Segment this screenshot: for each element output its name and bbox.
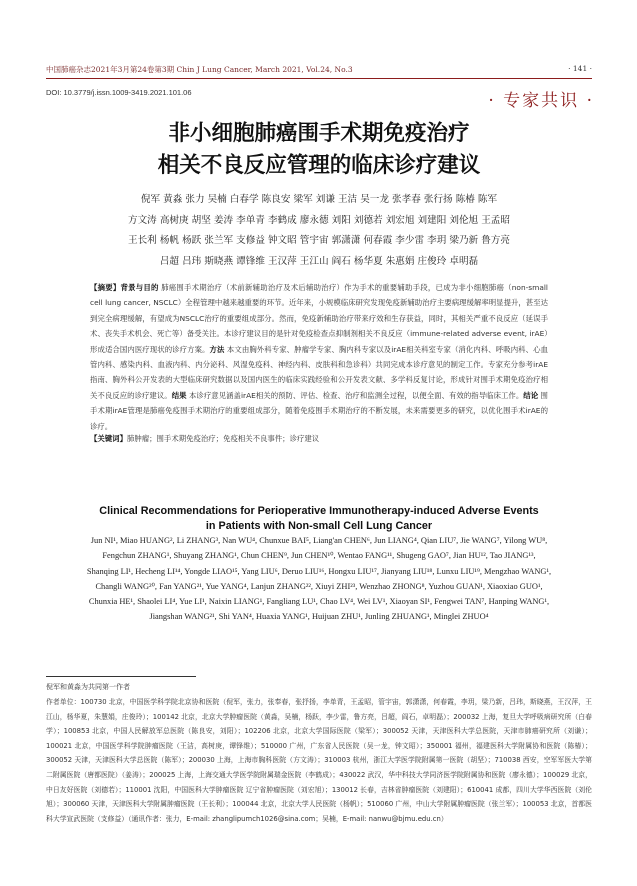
results-text: 本诊疗意见涵盖irAE相关的预防、评估、检查、治疗和监测全过程，以便全面、有效的指导临床工作。	[188, 390, 524, 400]
footnote-rule	[46, 676, 196, 677]
column-label: · 专家共识 ·	[488, 91, 594, 111]
results-label: 结果	[171, 390, 187, 400]
chinese-author-line: 吕超 吕玮 斯晓燕 谭锋维 王汉萍 王江山 阎石 杨华夏 朱惠娟 庄俊玲 卓明磊	[159, 255, 479, 267]
chinese-author-list	[56, 190, 582, 272]
background-text: 肺癌围手术期治疗（术前新辅助治疗及术后辅助治疗）作为手术的重要辅助手段，已成为非小细胞肺癌（non-small cell lung cancer, NSCLC）全程管理中越来越重要的环节。近年来，小规模临床研究发现免疫新辅助治疗主要病理缓解率明显提升，甚至达到完全病理缓解，有望成为NSCLC治疗的重要组成部分。然而，免疫新辅助治疗带来疗效和生存获益，同时，其相关严重不良反应（延误手术、丧失手术机会、死亡等）备受关注。本诊疗建议目的是针对免疫检查点抑制剂相关不良反应（immune-related adverse event, irAE）形成适合国内医疗现状的诊疗方案。	[90, 283, 548, 354]
english-title-line-1: Clinical Recommendations for Perioperative Immunotherapy-induced Adverse Events	[99, 505, 539, 517]
chinese-title-line-1: 非小细胞肺癌围手术期免疫治疗	[168, 121, 470, 146]
conclusion-text: 围手术期irAE管理是肺癌免疫围手术期治疗的重要组成部分，随着免疫围手术期治疗的不断发展，未来需要更多的研究，以优化围手术irAE的诊疗。	[90, 390, 548, 431]
chinese-author-line: 方文涛 高树庚 胡坚 姜涛 李单青 李鹤成 廖永德 刘阳 刘德若 刘宏旭 刘建阳 刘伦旭 王孟昭	[128, 214, 510, 226]
page-number: · 141 ·	[568, 64, 592, 73]
running-head	[46, 64, 592, 75]
methods-label: 方法	[209, 344, 225, 354]
chinese-author-line: 王长利 杨帆 杨跃 张兰军 支修益 钟文昭 管宇宙 郭潇潇 何春霞 李少雷 李玥 梁乃新 鲁方亮	[128, 235, 510, 246]
chinese-title	[46, 118, 592, 182]
keywords-label: 【关键词】	[90, 434, 127, 443]
background-label: 背景与目的	[120, 283, 159, 292]
abstract-label: 【摘要】	[90, 283, 121, 292]
chinese-author-line: 倪军 黄淼 张力 吴楠 白春学 陈良安 梁军 刘谦 王洁 吴一龙 张孝春 张行扬 陈椿 陈军	[140, 194, 498, 205]
chinese-abstract	[90, 280, 548, 434]
author-affiliations: 作者单位：100730 北京，中国医学科学院北京协和医院（倪军，张力，张奉春，张抒扬，李单青，王孟昭，管宇宙，郭潇潇，何春霞，李玥，梁乃新，吕玮，斯晓燕，王汉萍，王江山，杨华夏，朱慧娟，庄俊玲）；100142 北京，北京大学肿瘤医院（黄淼，吴楠，杨跃，李少雷，鲁方亮，吕超，阎石，卓明磊）；200032 上海，复旦大学呼吸病研究所（白春学）；100853 北京，中国人民解放军总医院（陈良安，刘阳）；102206 北京，北京大学国际医院（梁军）；300052 天津，天津医科大学总医院，天津市肺癌研究所（刘谦）；100021 北京，中国医学科学院肿瘤医院（王洁，高树庚，谭锋维）；510000 广州，广东省人民医院（吴一龙，钟文昭）；350001 福州，福建医科大学附属协和医院（陈椿）；300052 天津，天津医科大学总医院（陈军）；200030 上海，上海市胸科医院（方文涛）；310003 杭州，浙江大学医学院附属第一医院（胡坚）；710038 西安，空军军医大学第二附属医院（唐都医院）（姜涛）；200025 上海，上海交通大学医学院附属瑞金医院（李鹤成）；430022 武汉，华中科技大学同济医学院附属协和医院（廖永德）；100029 北京，中日友好医院（刘德若）；110001 沈阳，中国医科大学肿瘤医院 辽宁省肿瘤医院（刘宏旭）；130012 长春，吉林省肿瘤医院（刘建阳）；610041 成都，四川大学华西医院（刘伦旭）；300060 天津，天津医科大学附属肿瘤医院（王长利）；100044 北京，北京大学人民医院（杨帆）；510060 广州，中山大学附属肿瘤医院（张兰军）；100053 北京，首都医科大学宣武医院（支修益）（通讯作者：张力，E-mail: zhanglipumch1026@sina.com；吴楠，E-mail: nanwu@bjmu.edu.cn）	[46, 698, 592, 823]
english-title-line-2: in Patients with Non-small Cell Lung Cancer	[205, 519, 433, 532]
journal-citation: 中国肺癌杂志2021年3月第24卷第3期 Chin J Lung Cancer, March 2021, Vol.24, No.3	[46, 65, 353, 74]
equal-contribution-note: 倪军和黄淼为共同第一作者	[46, 683, 130, 691]
methods-text: 本文由胸外科专家、肿瘤学专家、胸内科专家以及irAE相关科室专家（消化内科、呼吸内科、心血管内科、感染内科、血液内科、内分泌科、风湿免疫科、神经内科、皮肤科和急诊科）共同完成本诊疗意见的制定工作。专家充分参考irAE指南、胸外科公开发表的大型临床研究数据以及国内医生的临床实践经验和公开发表文献、多学科反复讨论，形成针对围手术期免疫治疗相关不良反应的诊疗建议。	[90, 344, 548, 400]
keywords-text: 肺肿瘤；围手术期免疫治疗；免疫相关不良事件；诊疗建议	[126, 434, 320, 443]
english-author-list: Jun NI¹, Miao HUANG², Li ZHANG³, Nan WU⁴, Chunxue BAI⁵, Liang'an CHEN⁶, Jun LIANG⁴, Qian LIU⁷, Jie WANG⁷, Yilong WU⁸, Fengchun ZHANG¹, Shuyang ZHANG¹, Chun CHEN⁹, Jun CHEN¹⁰, Wentao FANG¹¹, Shugeng GAO⁷, Jian HU¹², Tao JIANG¹³, Shanqing LI¹, Hecheng LI¹⁴, Yongde LIAO¹⁵, Yang LIU⁶, Deruo LIU¹⁶, Hongxu LIU¹⁷, Jianyang LIU¹⁸, Lunxu LIU¹⁹, Mengzhao WANG¹, Changli WANG²⁰, Fan YANG²¹, Yue YANG⁴, Lanjun ZHANG²², Xiuyi ZHI²³, Wenzhao ZHONG⁸, Yuzhou GUAN¹, Xiaoxiao GUO¹, Chunxia HE¹, Shaolei LI⁴, Yue LI¹, Naixin LIANG¹, Fangliang LU¹, Chao LV⁴, Wei LV¹, Xiaoyan SI¹, Fengwei TAN⁷, Hanping WANG¹, Jiangshan WANG²¹, Shi YAN⁴, Huaxia YANG¹, Huijuan ZHU¹, Junling ZHUANG¹, Minglei ZHUO⁴	[86, 536, 552, 622]
english-title	[46, 504, 592, 533]
chinese-keywords	[90, 432, 548, 446]
header-rule	[46, 78, 592, 79]
conclusion-label: 结论	[523, 390, 539, 400]
chinese-title-line-2: 相关不良反应管理的临床诊疗建议	[157, 153, 481, 178]
doi[interactable]: DOI: 10.3779/j.issn.1009-3419.2021.101.06	[46, 88, 192, 97]
